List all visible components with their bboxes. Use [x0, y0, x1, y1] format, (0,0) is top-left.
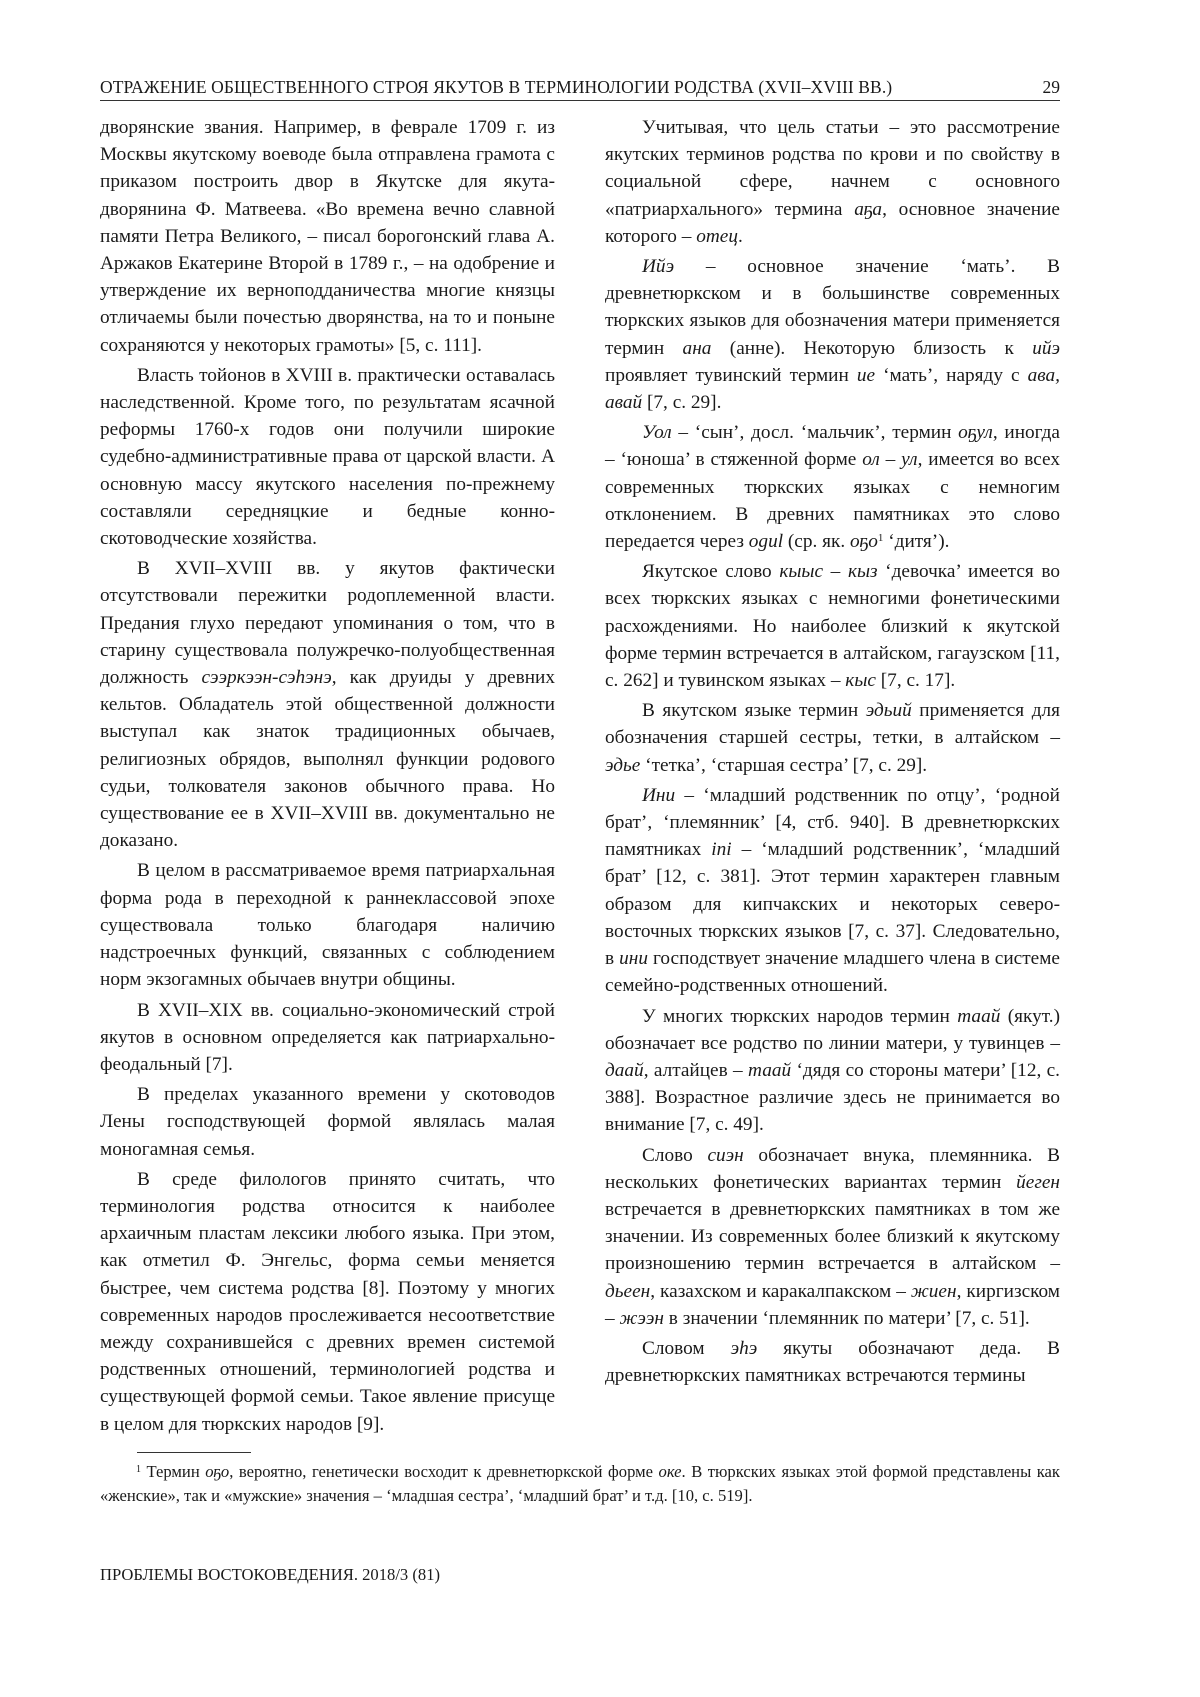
term: Уол	[642, 422, 672, 444]
text-run: (анне). Некоторую близость к	[711, 337, 1033, 359]
text-run: , киргизском –	[605, 1280, 1060, 1329]
text-run: Словом	[642, 1337, 731, 1359]
term: Ийэ	[642, 256, 675, 278]
text-run: ‘девочка’ имеется во всех тюркских языках с немногими фонетическими расхождениями. Но наиболее близкий к якутской форме термин встречается в алтайском, гагаузском [11, с. 262] и тувинском языках –	[605, 561, 1060, 692]
text-run: В якутском языке термин	[642, 700, 866, 722]
paragraph	[100, 857, 555, 993]
text-run: ‘тетка’, ‘старшая сестра’ [7, с. 29].	[640, 754, 928, 776]
term: ие	[856, 364, 876, 386]
paragraph	[605, 253, 1060, 416]
term: эдьий	[865, 700, 912, 722]
paragraph	[605, 1003, 1060, 1139]
term: ол – ул	[862, 449, 918, 471]
text-run: якуты обозначают деда. В древнетюркских памятниках встречаются термины	[605, 1337, 1061, 1387]
term: дьеен	[605, 1280, 651, 1302]
text-run: , имеется во всех современных тюркских языках с немногим отклонением. В древних памятниках это слово передается через	[605, 449, 1060, 553]
text-run: У многих тюркских народов термин	[642, 1005, 958, 1027]
term: жээн	[619, 1307, 664, 1329]
text-run: [7, с. 17].	[875, 670, 956, 692]
footnote-marker: 1	[877, 532, 884, 545]
text-run: В целом в рассматриваемое время патриархальная форма рода в переходной к раннеклассовой эпохе существовала только благодаря наличию надстроечных функций, связанных с соблюдением норм экзогамных обычаев внутри общины.	[100, 860, 555, 991]
text-run: , вероятно, генетически восходит к древнетюркской форме	[229, 1462, 659, 1481]
text-run: . В тюркских языках этой формой представлены как «женские», так и «мужские» значения – ‘младшая сестра’, ‘младший брат’ и т.д. [10, с. 519].	[100, 1462, 1060, 1505]
term: ийэ	[1032, 337, 1060, 359]
text-run: В пределах указанного времени у скотоводов Лены господствующей формой являлась малая моногамная семья.	[100, 1084, 555, 1160]
running-head	[100, 76, 1060, 101]
text-run: встречается в древнетюркских памятниках в том же значении. Из современных более близкий к якутскому произношению термин встречается в алтайском –	[605, 1198, 1060, 1275]
term: оҕул	[958, 422, 993, 444]
text-run: В среде филологов принято считать, что терминология родства относится к наиболее архаичным пластам лексики любого языка. При этом, как отметил Ф. Энгельс, форма семьи меняется быстрее, чем система родства [8]. Поэтому у многих современных народов прослеживается несоответствие между сохранившейся с древних времен системой родственных отношений, терминологией родства и существующей формой семьи. Такое явление присуще в целом для тюркских народов [9].	[100, 1168, 555, 1435]
text-run: ‘дитя’).	[883, 531, 950, 553]
text-run: (ср. як.	[783, 531, 851, 553]
text-run: – ‘младший родственник’, ‘младший брат’ [12, с. 381]. Этот термин характерен главным образом для кипчакских и некоторых северо-восточных тюркских языков [7, с. 37]. Следовательно, в	[605, 839, 1060, 970]
text-run: проявляет тувинский термин	[605, 364, 857, 386]
paragraph	[605, 114, 1060, 250]
paragraph	[100, 1081, 555, 1163]
term: оҕо	[205, 1462, 230, 1481]
term: таай	[748, 1059, 792, 1081]
term: оке	[658, 1462, 682, 1481]
text-run: обозначает внука, племянника. В нескольких фонетических вариантах термин	[605, 1144, 1060, 1193]
paragraph	[100, 1166, 555, 1438]
text-run: , основное значение которого –	[605, 198, 1060, 247]
footnote-text	[100, 1460, 1060, 1508]
paragraph	[605, 558, 1060, 694]
term: кыс	[845, 670, 876, 692]
text-run: – ‘сын’, досл. ‘мальчик’, термин	[671, 422, 959, 444]
text-run: ‘дядя со стороны матери’ [12, с. 388]. Возрастное различие здесь не принимается во внимание [7, с. 49].	[605, 1059, 1060, 1136]
term: сээркээн-сэһэнэ	[201, 667, 332, 689]
right-column	[605, 114, 1060, 1392]
text-run: Термин	[141, 1462, 206, 1481]
term: ана	[682, 337, 712, 359]
text-run: – основное значение ‘мать’. В древнетюркском и в большинстве современных тюркских языков для обозначения матери применяется термин	[605, 256, 1060, 359]
text-run: , казахском и каракалпакском –	[650, 1280, 911, 1302]
term: жиен	[910, 1280, 957, 1302]
footnote-divider	[137, 1452, 251, 1453]
text-run: ‘мать’, наряду с	[875, 364, 1028, 386]
left-column	[100, 114, 555, 1441]
paragraph	[605, 1142, 1060, 1332]
term: отец	[696, 225, 738, 247]
text-run: господствует значение младшего члена в системе семейно-родственных отношений.	[605, 948, 1060, 997]
paragraph	[100, 114, 555, 359]
text-run: дворянские звания. Например, в феврале 1709 г. из Москвы якутскому воеводе была отправлена грамота с приказом построить двор в Якутске для якута-дворянина Ф. Матвеева. «Во времена вечно славной памяти Петра Великого, – писал борогонский глава А. Аржаков Екатерине Второй в 1789 г., – на одобрение и утверждение их верноподданичества многие князцы отличаемы были почестью дворянства, на то и поныне сохраняются у некоторых грамоты» [5, с. 111].	[100, 117, 555, 356]
text-run: Якутское слово	[642, 561, 780, 583]
paragraph	[605, 782, 1060, 1000]
text-run: В XVII–XVIII вв. у якутов фактически отсутствовали пережитки родоплеменной власти. Предания глухо передают упоминания о том, что в старину существовала полужречко-полуобщественная должность	[100, 558, 555, 689]
term: сиэн	[707, 1144, 744, 1166]
term: ini	[711, 839, 732, 861]
text-run: [7, с. 29].	[642, 392, 722, 414]
term: таай	[957, 1005, 1001, 1027]
term: Ини	[642, 784, 676, 806]
running-title: ОТРАЖЕНИЕ ОБЩЕСТВЕННОГО СТРОЯ ЯКУТОВ В ТЕРМИНОЛОГИИ РОДСТВА (XVII–XVIII ВВ.)	[100, 77, 893, 97]
text-run: .	[737, 225, 743, 247]
text-run: применяется для обозначения старшей сестры, тетки, в алтайском –	[605, 700, 1061, 749]
paragraph	[100, 997, 555, 1079]
text-run: Учитывая, что цель статьи – это рассмотрение якутских терминов родства по крови и по свойству в социальной сфере, начнем с основного «патриархального» термина	[605, 117, 1060, 220]
paragraph	[100, 362, 555, 552]
footnote	[100, 1460, 1060, 1508]
paragraph	[605, 419, 1060, 555]
page-number: 29	[1042, 77, 1060, 97]
text-run: , алтайцев –	[643, 1059, 749, 1081]
paragraph	[605, 697, 1060, 779]
text-run: Слово	[642, 1144, 708, 1166]
text-run: – ‘младший родственник по отцу’, ‘родной брат’, ‘племянник’ [4, стб. 940]. В древнетюркских памятниках	[605, 784, 1060, 861]
term: кыыс – кыз	[779, 561, 878, 583]
term: ogul	[748, 531, 784, 553]
term: эдье	[605, 754, 641, 776]
term: йеген	[1016, 1171, 1060, 1193]
text-run: , как друиды у древних кельтов. Обладатель этой общественной должности выступал как знаток традиционных обычаев, религиозных обрядов, выполнял функции родового судьи, толкователя законов обычного права. Но существование ее в XVII–XVIII вв. документально не доказано.	[100, 667, 555, 852]
term: оҕо	[850, 531, 878, 553]
paragraph	[605, 1335, 1060, 1389]
term: аҕа	[854, 198, 883, 220]
term: эһэ	[730, 1337, 758, 1359]
footnote-marker: 1	[136, 1464, 141, 1475]
paragraph	[100, 555, 555, 854]
term: даай	[605, 1059, 644, 1081]
term: ава, авай	[605, 364, 1060, 414]
text-run: Власть тойонов в XVIII в. практически оставалась наследственной. Кроме того, по результатам ясачной реформы 1760-х годов они получили широкие судебно-административные права от царской власти. А основную массу якутского населения по-прежнему составляли середняцкие и бедные конно-скотоводческие хозяйства.	[100, 364, 555, 550]
text-run: , иногда – ‘юноша’ в стяженной форме	[605, 422, 1060, 471]
term: ини	[619, 948, 648, 970]
text-run: в значении ‘племянник по матери’ [7, с. 51].	[663, 1307, 1030, 1329]
text-run: В XVII–XIX вв. социально-экономический строй якутов в основном определяется как патриархально-феодальный [7].	[100, 999, 555, 1075]
text-run: (якут.) обозначает все родство по линии матери, у тувинцев –	[605, 1005, 1061, 1054]
journal-footer: ПРОБЛЕМЫ ВОСТОКОВЕДЕНИЯ. 2018/3 (81)	[100, 1565, 441, 1584]
